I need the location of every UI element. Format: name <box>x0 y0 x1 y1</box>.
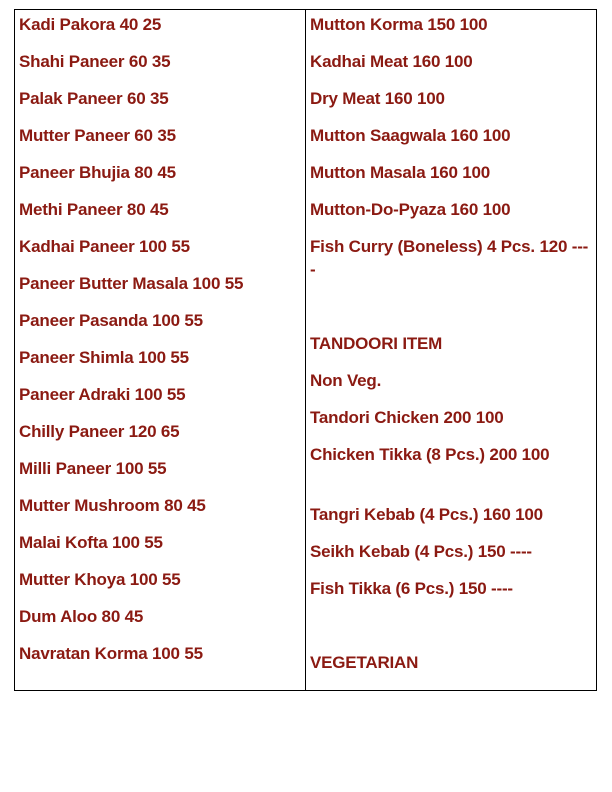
menu-item: Chilly Paneer 120 65 <box>19 422 180 441</box>
menu-table <box>14 9 597 691</box>
menu-item: Fish Tikka (6 Pcs.) 150 ---- <box>310 579 513 598</box>
menu-item: Mutter Mushroom 80 45 <box>19 496 206 515</box>
left-column <box>15 10 306 690</box>
menu-item: Dry Meat 160 100 <box>310 89 445 108</box>
right-column <box>306 10 596 690</box>
menu-item: Mutton Korma 150 100 <box>310 15 488 34</box>
menu-item: Tandori Chicken 200 100 <box>310 408 504 427</box>
menu-item: Fish Curry (Boneless) 4 Pcs. 120 ---- <box>310 237 589 279</box>
menu-item: Chicken Tikka (8 Pcs.) 200 100 <box>310 445 550 464</box>
menu-item: Milli Paneer 100 55 <box>19 459 167 478</box>
menu-item: Paneer Pasanda 100 55 <box>19 311 203 330</box>
menu-item: Paneer Adraki 100 55 <box>19 385 186 404</box>
menu-item: Methi Paneer 80 45 <box>19 200 169 219</box>
menu-item: Paneer Bhujia 80 45 <box>19 163 176 182</box>
menu-item: Paneer Shimla 100 55 <box>19 348 189 367</box>
menu-item: Mutton Masala 160 100 <box>310 163 491 182</box>
menu-item: Malai Kofta 100 55 <box>19 533 163 552</box>
menu-item: Kadhai Paneer 100 55 <box>19 237 190 256</box>
menu-item: Mutter Khoya 100 55 <box>19 570 181 589</box>
section-heading-tandoori: TANDOORI ITEM <box>310 334 443 353</box>
subheading-non-veg: Non Veg. <box>310 371 382 390</box>
menu-item: Navratan Korma 100 55 <box>19 644 203 663</box>
section-heading-vegetarian: VEGETARIAN <box>310 653 419 672</box>
menu-item: Kadhai Meat 160 100 <box>310 52 473 71</box>
menu-item: Tangri Kebab (4 Pcs.) 160 100 <box>310 505 543 524</box>
menu-item: Mutter Paneer 60 35 <box>19 126 176 145</box>
menu-item: Mutton-Do-Pyaza 160 100 <box>310 200 511 219</box>
menu-item: Paneer Butter Masala 100 55 <box>19 274 244 293</box>
menu-item: Kadi Pakora 40 25 <box>19 15 162 34</box>
menu-item: Seikh Kebab (4 Pcs.) 150 ---- <box>310 542 532 561</box>
menu-item: Palak Paneer 60 35 <box>19 89 169 108</box>
menu-item: Mutton Saagwala 160 100 <box>310 126 511 145</box>
menu-item: Dum Aloo 80 45 <box>19 607 144 626</box>
menu-item: Shahi Paneer 60 35 <box>19 52 171 71</box>
